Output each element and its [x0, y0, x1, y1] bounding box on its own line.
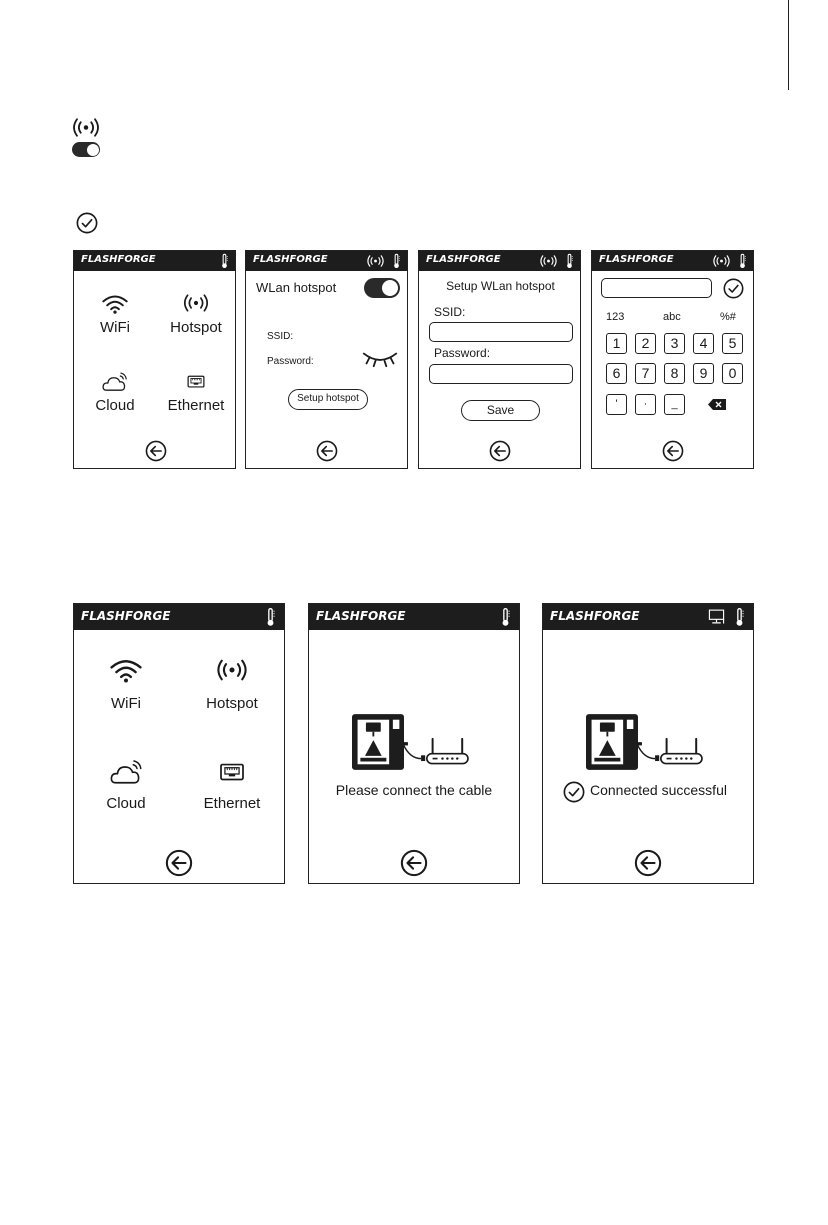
- brand-logo: FLASHFORGE: [81, 609, 171, 623]
- header-bar: [309, 604, 519, 630]
- screen-setup-wlan: [418, 250, 581, 469]
- hotspot-icon[interactable]: [182, 294, 210, 312]
- back-icon[interactable]: [634, 849, 662, 877]
- screen-network-menu-small: [73, 250, 236, 469]
- ethernet-label[interactable]: Ethernet: [203, 795, 261, 812]
- password-label: Password:: [267, 356, 314, 367]
- setup-title: Setup WLan hotspot: [446, 279, 555, 293]
- check-icon: [76, 212, 98, 234]
- success-check-icon: [563, 781, 585, 803]
- confirm-check-icon[interactable]: [723, 278, 744, 299]
- wifi-label[interactable]: WiFi: [111, 695, 141, 712]
- router-icon: [403, 735, 477, 769]
- brand-logo: FLASHFORGE: [81, 254, 156, 265]
- wifi-icon[interactable]: [102, 294, 128, 314]
- key-2[interactable]: 2: [635, 333, 656, 354]
- key-4[interactable]: 4: [693, 333, 714, 354]
- header-bar: [419, 251, 580, 271]
- cable-message: Please connect the cable: [335, 782, 493, 798]
- key-dot[interactable]: ·: [635, 394, 656, 415]
- cloud-label[interactable]: Cloud: [106, 795, 146, 812]
- thermometer-icon: [738, 253, 747, 269]
- screen-wlan-hotspot: [245, 250, 408, 469]
- cloud-label[interactable]: Cloud: [95, 397, 135, 414]
- key-0[interactable]: 0: [722, 363, 743, 384]
- hotspot-status-icon: [366, 255, 385, 267]
- screen-connected: [542, 603, 754, 884]
- wifi-label[interactable]: WiFi: [100, 319, 130, 336]
- thermometer-icon: [392, 253, 401, 269]
- header-bar: [74, 251, 235, 271]
- ssid-input[interactable]: [429, 322, 573, 342]
- header-bar: [543, 604, 753, 630]
- hotspot-status-icon: [539, 255, 558, 267]
- toggle-icon: [72, 142, 100, 157]
- password-input[interactable]: [429, 364, 573, 384]
- ethernet-label[interactable]: Ethernet: [167, 397, 225, 414]
- hotspot-status-icon: [712, 255, 731, 267]
- ethernet-icon[interactable]: [219, 763, 245, 785]
- brand-logo: FLASHFORGE: [426, 254, 501, 265]
- back-icon[interactable]: [489, 440, 511, 462]
- save-button[interactable]: Save: [461, 400, 540, 421]
- key-apostrophe[interactable]: ': [606, 394, 627, 415]
- hotspot-icon[interactable]: [215, 659, 249, 681]
- header-bar: [246, 251, 407, 271]
- setup-hotspot-button[interactable]: Setup hotspot: [288, 389, 368, 410]
- brand-logo: FLASHFORGE: [599, 254, 674, 265]
- screen-network-menu-large: [73, 603, 285, 884]
- printer-icon: [586, 714, 638, 770]
- key-6[interactable]: 6: [606, 363, 627, 384]
- thermometer-icon: [265, 607, 276, 627]
- cut-line: [788, 0, 789, 90]
- connected-message: Connected successful: [590, 782, 727, 798]
- thermometer-icon: [500, 607, 511, 627]
- key-1[interactable]: 1: [606, 333, 627, 354]
- mode-abc[interactable]: abc: [663, 311, 681, 323]
- screen-connect-cable: [308, 603, 520, 884]
- ethernet-status-icon: [708, 608, 725, 625]
- key-8[interactable]: 8: [664, 363, 685, 384]
- ethernet-icon[interactable]: [187, 375, 205, 391]
- hotspot-icon: [71, 118, 101, 137]
- cloud-icon[interactable]: [102, 372, 128, 393]
- hotspot-label[interactable]: Hotspot: [170, 319, 222, 336]
- back-icon[interactable]: [400, 849, 428, 877]
- key-9[interactable]: 9: [693, 363, 714, 384]
- backspace-icon[interactable]: [708, 399, 726, 410]
- header-bar: [592, 251, 753, 271]
- thermometer-icon: [220, 253, 229, 269]
- ssid-label: SSID:: [434, 305, 466, 319]
- hotspot-title: WLan hotspot: [256, 280, 337, 295]
- password-label: Password:: [434, 346, 491, 360]
- screen-keyboard: [591, 250, 754, 469]
- header-bar: [74, 604, 284, 630]
- printer-icon: [352, 714, 404, 770]
- ssid-label: SSID:: [267, 331, 294, 342]
- mode-symbols[interactable]: %#: [720, 311, 736, 323]
- brand-logo: FLASHFORGE: [316, 609, 406, 623]
- mode-123[interactable]: 123: [606, 311, 625, 323]
- thermometer-icon: [565, 253, 574, 269]
- wifi-icon[interactable]: [110, 658, 142, 683]
- key-underscore[interactable]: _: [664, 394, 685, 415]
- key-7[interactable]: 7: [635, 363, 656, 384]
- eye-closed-icon[interactable]: [362, 350, 398, 368]
- back-icon[interactable]: [316, 440, 338, 462]
- back-icon[interactable]: [145, 440, 167, 462]
- cloud-icon[interactable]: [110, 760, 143, 786]
- hotspot-toggle[interactable]: [364, 278, 400, 298]
- brand-logo: FLASHFORGE: [550, 609, 640, 623]
- brand-logo: FLASHFORGE: [253, 254, 328, 265]
- key-5[interactable]: 5: [722, 333, 743, 354]
- hotspot-label[interactable]: Hotspot: [206, 695, 258, 712]
- back-icon[interactable]: [165, 849, 193, 877]
- key-3[interactable]: 3: [664, 333, 685, 354]
- thermometer-icon: [734, 607, 745, 627]
- text-entry-field[interactable]: [601, 278, 712, 298]
- router-icon: [637, 735, 711, 769]
- back-icon[interactable]: [662, 440, 684, 462]
